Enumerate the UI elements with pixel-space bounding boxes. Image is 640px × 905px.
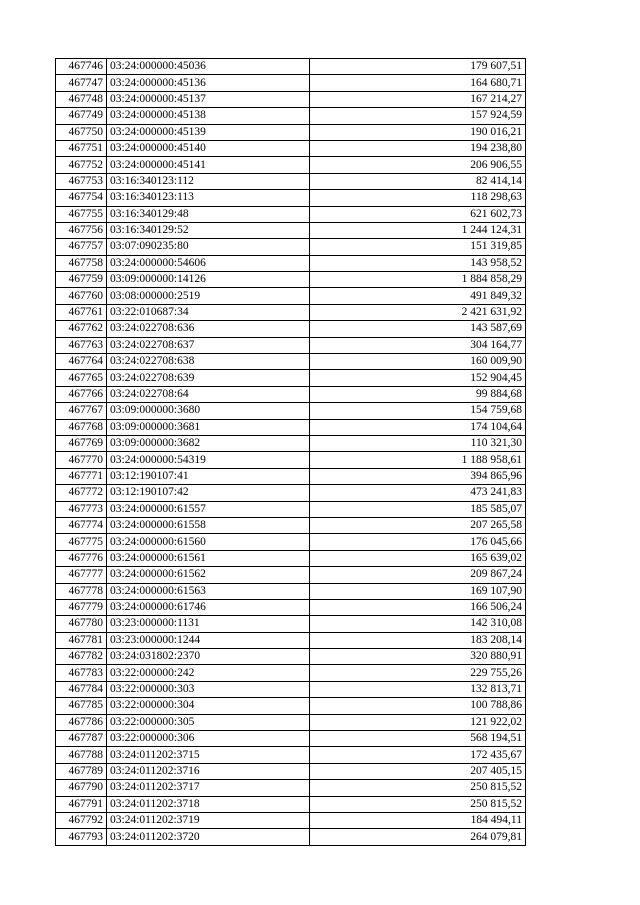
table-row: [56, 91, 526, 107]
cadastral-number-cell: 03:24:022708:64: [107, 386, 310, 402]
table-row: [56, 452, 526, 468]
row-id-cell: 467746: [56, 59, 107, 75]
row-id-cell: 467761: [56, 304, 107, 320]
cadastral-number-cell: 03:24:000000:61558: [107, 517, 310, 533]
table-row: [56, 272, 526, 288]
table-row: [56, 239, 526, 255]
cadastral-number-cell: 03:22:000000:304: [107, 698, 310, 714]
value-cell: 491 849,32: [310, 288, 526, 304]
cadastral-number-cell: 03:22:000000:242: [107, 665, 310, 681]
cadastral-number-cell: 03:24:022708:639: [107, 370, 310, 386]
value-cell: 207 265,58: [310, 517, 526, 533]
table-row: [56, 567, 526, 583]
cadastral-number-cell: 03:22:000000:303: [107, 681, 310, 697]
value-cell: 118 298,63: [310, 190, 526, 206]
cadastral-number-cell: 03:23:000000:1244: [107, 632, 310, 648]
table-row: [56, 731, 526, 747]
value-cell: 1 884 858,29: [310, 272, 526, 288]
row-id-cell: 467781: [56, 632, 107, 648]
value-cell: 160 009,90: [310, 354, 526, 370]
table-row: [56, 403, 526, 419]
row-id-cell: 467764: [56, 354, 107, 370]
table-row: [56, 370, 526, 386]
cadastral-number-cell: 03:24:000000:45138: [107, 108, 310, 124]
table-row: [56, 649, 526, 665]
cadastral-number-cell: 03:24:000000:61561: [107, 550, 310, 566]
cadastral-number-cell: 03:24:011202:3718: [107, 796, 310, 812]
cadastral-number-cell: 03:24:000000:45141: [107, 157, 310, 173]
value-cell: 184 494,11: [310, 812, 526, 828]
value-cell: 229 755,26: [310, 665, 526, 681]
row-id-cell: 467788: [56, 747, 107, 763]
value-cell: 183 208,14: [310, 632, 526, 648]
table-row: [56, 681, 526, 697]
cadastral-number-cell: 03:24:022708:638: [107, 354, 310, 370]
value-cell: 320 880,91: [310, 649, 526, 665]
cadastral-number-cell: 03:22:010687:34: [107, 304, 310, 320]
table-row: [56, 255, 526, 271]
table-row: [56, 829, 526, 845]
table-row: [56, 812, 526, 828]
cadastral-number-cell: 03:24:000000:61746: [107, 599, 310, 615]
value-cell: 179 607,51: [310, 59, 526, 75]
row-id-cell: 467767: [56, 403, 107, 419]
value-cell: 99 884,68: [310, 386, 526, 402]
cadastral-number-cell: 03:09:000000:3681: [107, 419, 310, 435]
table-row: [56, 534, 526, 550]
row-id-cell: 467774: [56, 517, 107, 533]
value-cell: 143 587,69: [310, 321, 526, 337]
row-id-cell: 467762: [56, 321, 107, 337]
row-id-cell: 467760: [56, 288, 107, 304]
value-cell: 250 815,52: [310, 780, 526, 796]
cadastral-number-cell: 03:24:000000:61560: [107, 534, 310, 550]
cadastral-number-cell: 03:24:000000:54606: [107, 255, 310, 271]
row-id-cell: 467763: [56, 337, 107, 353]
row-id-cell: 467771: [56, 468, 107, 484]
value-cell: 473 241,83: [310, 485, 526, 501]
cadastral-number-cell: 03:24:022708:636: [107, 321, 310, 337]
table-row: [56, 321, 526, 337]
row-id-cell: 467783: [56, 665, 107, 681]
value-cell: 166 506,24: [310, 599, 526, 615]
row-id-cell: 467790: [56, 780, 107, 796]
table-row: [56, 75, 526, 91]
row-id-cell: 467773: [56, 501, 107, 517]
table-row: [56, 550, 526, 566]
row-id-cell: 467770: [56, 452, 107, 468]
table-row: [56, 665, 526, 681]
row-id-cell: 467791: [56, 796, 107, 812]
table-row: [56, 288, 526, 304]
value-cell: 110 321,30: [310, 435, 526, 451]
cadastral-number-cell: 03:09:000000:3682: [107, 435, 310, 451]
cadastral-number-cell: 03:09:000000:14126: [107, 272, 310, 288]
cadastral-number-cell: 03:24:000000:54319: [107, 452, 310, 468]
cadastral-number-cell: 03:23:000000:1131: [107, 616, 310, 632]
row-id-cell: 467749: [56, 108, 107, 124]
table-row: [56, 485, 526, 501]
cadastral-number-cell: 03:24:000000:61557: [107, 501, 310, 517]
table-row: [56, 419, 526, 435]
cadastral-number-cell: 03:24:000000:45136: [107, 75, 310, 91]
table-row: [56, 206, 526, 222]
row-id-cell: 467769: [56, 435, 107, 451]
row-id-cell: 467778: [56, 583, 107, 599]
row-id-cell: 467782: [56, 649, 107, 665]
table-row: [56, 698, 526, 714]
table-row: [56, 337, 526, 353]
value-cell: 152 904,45: [310, 370, 526, 386]
cadastral-number-cell: 03:16:340129:48: [107, 206, 310, 222]
row-id-cell: 467759: [56, 272, 107, 288]
cadastral-number-cell: 03:24:011202:3719: [107, 812, 310, 828]
value-cell: 121 922,02: [310, 714, 526, 730]
cadastral-number-cell: 03:24:022708:637: [107, 337, 310, 353]
value-cell: 100 788,86: [310, 698, 526, 714]
value-cell: 1 188 958,61: [310, 452, 526, 468]
value-cell: 190 016,21: [310, 124, 526, 140]
cadastral-number-cell: 03:08:000000:2519: [107, 288, 310, 304]
value-cell: 250 815,52: [310, 796, 526, 812]
table-body: [56, 59, 526, 846]
value-cell: 154 759,68: [310, 403, 526, 419]
row-id-cell: 467756: [56, 222, 107, 238]
cadastral-number-cell: 03:24:011202:3715: [107, 747, 310, 763]
cadastral-number-cell: 03:24:011202:3720: [107, 829, 310, 845]
value-cell: 143 958,52: [310, 255, 526, 271]
value-cell: 167 214,27: [310, 91, 526, 107]
row-id-cell: 467780: [56, 616, 107, 632]
table-row: [56, 386, 526, 402]
table-row: [56, 304, 526, 320]
row-id-cell: 467779: [56, 599, 107, 615]
table-row: [56, 140, 526, 156]
value-cell: 164 680,71: [310, 75, 526, 91]
value-cell: 2 421 631,92: [310, 304, 526, 320]
table-row: [56, 222, 526, 238]
cadastral-number-cell: 03:24:000000:45036: [107, 59, 310, 75]
table-row: [56, 157, 526, 173]
table-row: [56, 124, 526, 140]
table-row: [56, 435, 526, 451]
value-cell: 1 244 124,31: [310, 222, 526, 238]
row-id-cell: 467765: [56, 370, 107, 386]
cadastral-number-cell: 03:12:190107:42: [107, 485, 310, 501]
cadastral-number-cell: 03:16:340123:112: [107, 173, 310, 189]
value-cell: 568 194,51: [310, 731, 526, 747]
value-cell: 185 585,07: [310, 501, 526, 517]
value-cell: 157 924,59: [310, 108, 526, 124]
cadastral-number-cell: 03:24:000000:61563: [107, 583, 310, 599]
cadastral-number-cell: 03:12:190107:41: [107, 468, 310, 484]
cadastral-number-cell: 03:22:000000:305: [107, 714, 310, 730]
cadastral-number-cell: 03:24:000000:45140: [107, 140, 310, 156]
row-id-cell: 467752: [56, 157, 107, 173]
cadastral-number-cell: 03:24:000000:61562: [107, 567, 310, 583]
value-cell: 172 435,67: [310, 747, 526, 763]
value-cell: 169 107,90: [310, 583, 526, 599]
cadastral-number-cell: 03:16:340123:113: [107, 190, 310, 206]
table-row: [56, 714, 526, 730]
row-id-cell: 467793: [56, 829, 107, 845]
value-cell: 165 639,02: [310, 550, 526, 566]
table-row: [56, 190, 526, 206]
value-cell: 206 906,55: [310, 157, 526, 173]
row-id-cell: 467751: [56, 140, 107, 156]
row-id-cell: 467755: [56, 206, 107, 222]
row-id-cell: 467772: [56, 485, 107, 501]
row-id-cell: 467747: [56, 75, 107, 91]
value-cell: 194 238,80: [310, 140, 526, 156]
cadastral-number-cell: 03:16:340129:52: [107, 222, 310, 238]
value-cell: 174 104,64: [310, 419, 526, 435]
value-cell: 304 164,77: [310, 337, 526, 353]
value-cell: 264 079,81: [310, 829, 526, 845]
cadastral-number-cell: 03:24:011202:3716: [107, 763, 310, 779]
row-id-cell: 467787: [56, 731, 107, 747]
row-id-cell: 467789: [56, 763, 107, 779]
value-cell: 132 813,71: [310, 681, 526, 697]
table-row: [56, 501, 526, 517]
row-id-cell: 467754: [56, 190, 107, 206]
row-id-cell: 467750: [56, 124, 107, 140]
row-id-cell: 467792: [56, 812, 107, 828]
cadastral-number-cell: 03:24:011202:3717: [107, 780, 310, 796]
value-cell: 394 865,96: [310, 468, 526, 484]
table-row: [56, 173, 526, 189]
value-cell: 176 045,66: [310, 534, 526, 550]
row-id-cell: 467784: [56, 681, 107, 697]
table-row: [56, 632, 526, 648]
cadastral-number-cell: 03:22:000000:306: [107, 731, 310, 747]
row-id-cell: 467775: [56, 534, 107, 550]
row-id-cell: 467758: [56, 255, 107, 271]
value-cell: 209 867,24: [310, 567, 526, 583]
row-id-cell: 467766: [56, 386, 107, 402]
cadastral-number-cell: 03:24:000000:45137: [107, 91, 310, 107]
row-id-cell: 467786: [56, 714, 107, 730]
cadastral-number-cell: 03:09:000000:3680: [107, 403, 310, 419]
table-row: [56, 763, 526, 779]
table-row: [56, 108, 526, 124]
row-id-cell: 467753: [56, 173, 107, 189]
row-id-cell: 467777: [56, 567, 107, 583]
table-row: [56, 780, 526, 796]
table-row: [56, 796, 526, 812]
table-row: [56, 517, 526, 533]
table-row: [56, 354, 526, 370]
cadastral-number-cell: 03:24:000000:45139: [107, 124, 310, 140]
table-row: [56, 583, 526, 599]
cadastral-value-table: [55, 58, 526, 846]
value-cell: 142 310,08: [310, 616, 526, 632]
table-row: [56, 468, 526, 484]
table-row: [56, 616, 526, 632]
cadastral-number-cell: 03:24:031802:2370: [107, 649, 310, 665]
value-cell: 151 319,85: [310, 239, 526, 255]
value-cell: 207 405,15: [310, 763, 526, 779]
table-row: [56, 747, 526, 763]
table-row: [56, 599, 526, 615]
row-id-cell: 467768: [56, 419, 107, 435]
row-id-cell: 467757: [56, 239, 107, 255]
row-id-cell: 467785: [56, 698, 107, 714]
table-row: [56, 59, 526, 75]
cadastral-number-cell: 03:07:090235:80: [107, 239, 310, 255]
value-cell: 621 602,73: [310, 206, 526, 222]
value-cell: 82 414,14: [310, 173, 526, 189]
row-id-cell: 467748: [56, 91, 107, 107]
row-id-cell: 467776: [56, 550, 107, 566]
